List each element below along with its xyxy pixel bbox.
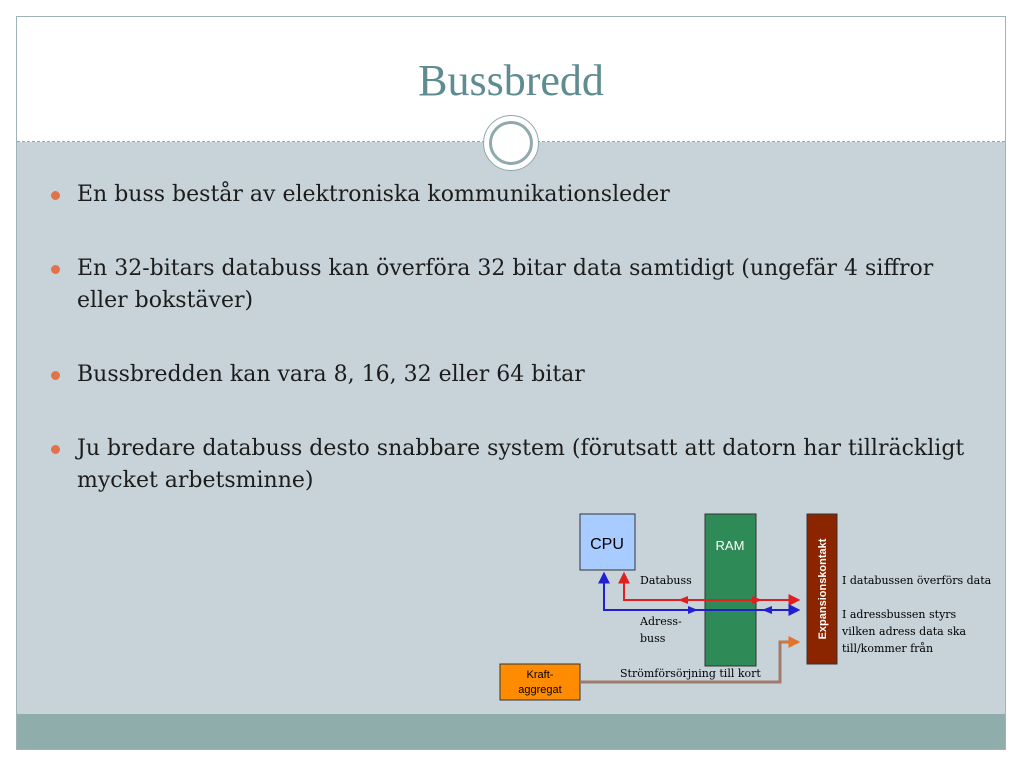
power-label-line2: aggregat xyxy=(518,684,562,696)
bullet-item xyxy=(51,253,971,317)
bullet-dot-icon xyxy=(51,371,60,380)
bullet-text: Ju bredare databuss desto snabbare system (förutsatt att datorn har tillräckligt mycket arbetsminne) xyxy=(77,436,965,493)
address-bus-arrowhead xyxy=(688,606,698,614)
slide-title: Bussbredd xyxy=(418,56,604,105)
address-bus-arrowhead xyxy=(762,606,772,614)
note-address-line1: I adressbussen styrs xyxy=(842,608,957,621)
adressbuss-label-line1: Adress- xyxy=(640,615,682,628)
power-label-line1: Kraft- xyxy=(526,669,554,681)
divider-circle-ornament xyxy=(483,115,539,171)
bullet-list xyxy=(51,179,971,539)
databuss-label: Databuss xyxy=(640,574,692,587)
note-data: I databussen överförs data xyxy=(842,574,992,587)
data-bus-arrowhead xyxy=(752,596,762,604)
address-bus-line xyxy=(604,574,798,610)
bullet-text: En buss består av elektroniska kommunikationsleder xyxy=(77,182,670,207)
bullet-dot-icon xyxy=(51,445,60,454)
bullet-dot-icon xyxy=(51,191,60,200)
bullet-item xyxy=(51,359,971,391)
note-address-line3: till/kommer från xyxy=(842,642,934,655)
adressbuss-label-line2: buss xyxy=(640,632,666,645)
power-line-label: Strömförsörjning till kort xyxy=(620,667,761,680)
cpu-label: CPU xyxy=(590,536,624,553)
bullet-item xyxy=(51,179,971,211)
ram-label: RAM xyxy=(715,538,745,553)
bullet-item xyxy=(51,433,971,497)
expansion-label: Expansionskontakt xyxy=(817,538,829,640)
data-bus-arrowhead xyxy=(678,596,688,604)
ram-block xyxy=(705,514,756,666)
bullet-text: Bussbredden kan vara 8, 16, 32 eller 64 bitar xyxy=(77,362,585,387)
divider-circle-inner xyxy=(489,121,533,165)
footer-bar xyxy=(17,714,1005,749)
bullet-dot-icon xyxy=(51,265,60,274)
bullet-text: En 32-bitars databuss kan överföra 32 bitar data samtidigt (ungefär 4 siffror eller bokstäver) xyxy=(77,256,934,313)
note-address-line2: vilken adress data ska xyxy=(842,625,967,638)
bus-diagram xyxy=(480,492,1000,712)
